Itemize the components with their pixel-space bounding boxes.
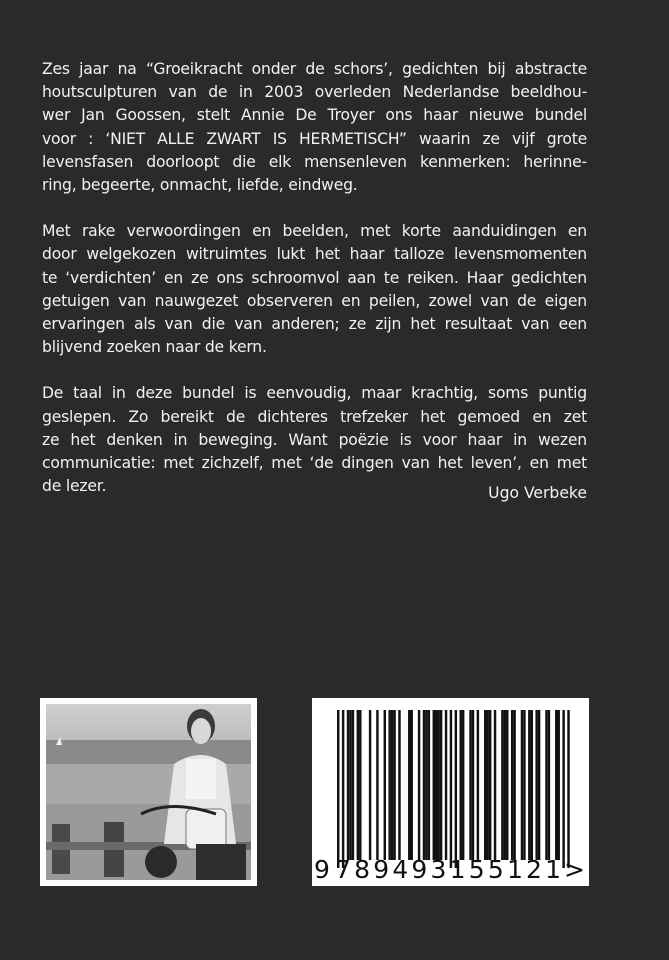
barcode-bar <box>423 710 425 860</box>
barcode-bar <box>388 710 390 860</box>
blurb-text <box>42 58 587 521</box>
barcode-bar <box>384 710 386 860</box>
blurb-line: door welgekozen witruimtes lukt het haar talloze levensmomenten <box>42 245 587 264</box>
blurb-line: de lezer. <box>42 477 107 496</box>
barcode-bar <box>558 710 560 860</box>
blurb-line: De taal in deze bundel is eenvoudig, maar krachtig, soms puntig <box>42 384 587 403</box>
blurb-line: wer Jan Goossen, stelt Annie De Troyer ons haar nieuwe bundel <box>42 106 587 125</box>
barcode-bar <box>528 710 530 860</box>
barcode-bar <box>435 710 437 860</box>
blurb-line: houtsculpturen van de in 2003 overleden Nederlandse beeldhou- <box>42 83 587 102</box>
signature: Ugo Verbeke <box>488 484 587 502</box>
blurb-line: getuigen van nauwgezet observeren en peilen, zowel van de eigen <box>42 291 587 310</box>
blurb-paragraph <box>42 58 587 197</box>
barcode-bar <box>428 710 430 860</box>
blurb-line: ring, begeerte, onmacht, liefde, eindweg. <box>42 176 358 195</box>
barcode-bar <box>531 710 533 860</box>
barcode-bar <box>484 710 486 860</box>
barcode-bar <box>535 710 537 860</box>
barcode-bar <box>337 710 339 868</box>
barcode-bar <box>511 710 513 860</box>
barcode-bar <box>523 710 525 860</box>
barcode-bar <box>352 710 354 860</box>
barcode-bar <box>513 710 515 860</box>
barcode-bar <box>342 710 344 868</box>
barcode-bar <box>506 710 508 860</box>
barcode-bar <box>504 710 506 860</box>
barcode-first-digit: 9 <box>314 855 330 884</box>
barcode-bar <box>501 710 503 860</box>
barcode-bar <box>349 710 351 860</box>
isbn-barcode <box>312 698 589 886</box>
barcode-bar <box>494 710 496 860</box>
blurb-line: levensfasen doorloopt die elk mensenleven kenmerken: herinne- <box>42 152 587 171</box>
barcode-bar <box>489 710 491 860</box>
blurb-line: ervaringen als van die van anderen; ze zijn het resultaat van een <box>42 315 587 334</box>
blurb-line: te ‘verdichten’ en ze ons schroomvol aan te reiken. Haar gedichten <box>42 268 587 287</box>
barcode-bar <box>567 710 569 868</box>
barcode-bar <box>440 710 442 860</box>
barcode-bar <box>398 710 400 860</box>
barcode-bar <box>460 710 462 860</box>
barcode-bar <box>376 710 378 860</box>
barcode-bar <box>369 710 371 860</box>
author-photo <box>40 698 257 886</box>
blurb-line: geslepen. Zo bereikt de dichteres trefzeker het gemoed en zet <box>42 407 587 426</box>
barcode-bar <box>469 710 471 860</box>
barcode-bar <box>548 710 550 860</box>
barcode-bar <box>391 710 393 860</box>
barcode-bar <box>562 710 564 868</box>
barcode-bar <box>455 710 457 868</box>
blurb-line: ze het denken in beweging. Want poëzie is voor haar in wezen <box>42 430 587 449</box>
barcode-bar <box>555 710 557 860</box>
barcode-bar <box>393 710 395 860</box>
barcode-bar <box>450 710 452 868</box>
barcode-bar <box>477 710 479 860</box>
barcode-bar <box>445 710 447 860</box>
barcode-bar <box>347 710 349 860</box>
barcode-bar <box>418 710 420 860</box>
barcode-bar <box>425 710 427 860</box>
blurb-line: voor : ‘NIET ALLE ZWART IS HERMETISCH” waarin ze vijf grote <box>42 129 587 148</box>
barcode-bar <box>486 710 488 860</box>
barcode-bar <box>462 710 464 860</box>
barcode-bar <box>411 710 413 860</box>
barcode-bar <box>545 710 547 860</box>
barcode-bar <box>538 710 540 860</box>
blurb-line: Met rake verwoordingen en beelden, met korte aanduidingen en <box>42 222 587 241</box>
barcode-digits: 789493155121 <box>335 855 565 884</box>
barcode-quiet-mark: > <box>564 855 585 884</box>
blurb-line: blijvend zoeken naar de kern. <box>42 338 267 357</box>
blurb-line: Zes jaar na “Groeikracht onder de schors’, gedichten bij abstracte <box>42 60 587 78</box>
barcode-bar <box>433 710 435 860</box>
barcode-bar <box>472 710 474 860</box>
barcode-bar <box>437 710 439 860</box>
blurb-paragraph <box>42 220 587 359</box>
barcode-bar <box>521 710 523 860</box>
barcode-bar <box>408 710 410 860</box>
barcode-bar <box>359 710 361 860</box>
barcode-bar <box>357 710 359 860</box>
blurb-line: communicatie: met zichzelf, met ‘de dingen van het leven’, en met <box>42 454 587 473</box>
blurb-paragraph <box>42 382 587 498</box>
